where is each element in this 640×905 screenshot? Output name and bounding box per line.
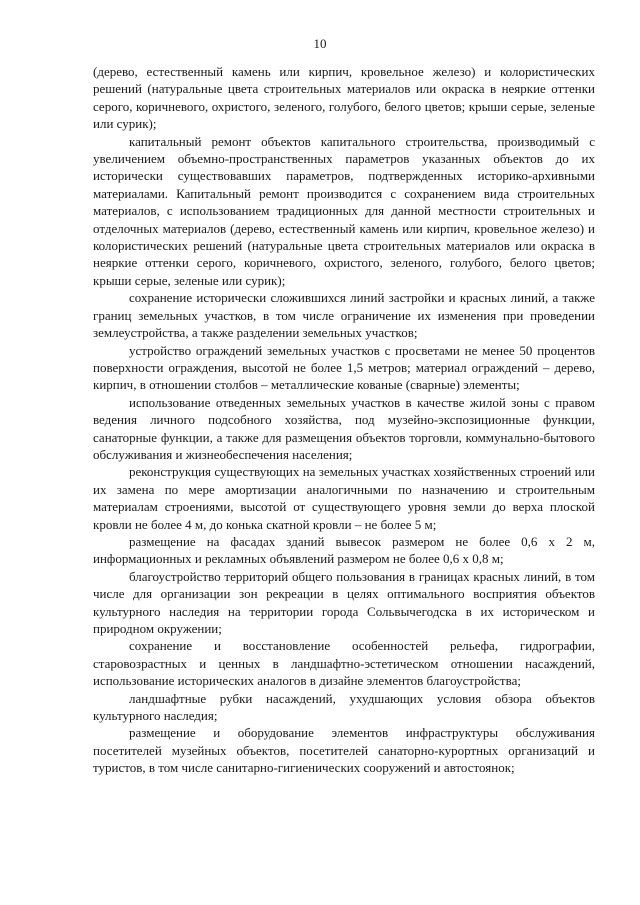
- paragraph-signage: размещение на фасадах зданий вывесок размером не более 0,6 х 2 м, информационных и рекламных объявлений размером не более 0,6 х 0,8 м;: [93, 533, 595, 567]
- paragraph-continuation: (дерево, естественный камень или кирпич, кровельное железо) и колористических решений (натуральные цвета строительных материалов или окраска в неяркие оттенки серого, коричневого, охристого, зеленого, голубого, белого цветов; крыши серые, зеленые или сурик);: [93, 64, 595, 132]
- paragraph-relief-preservation: сохранение и восстановление особенностей рельефа, гидрографии, старовозрастных и ценных в ландшафтно-эстетическом отношении насаждений, использование исторических аналогов в дизайне элементов благоустройства;: [93, 638, 595, 689]
- page-number: 10: [313, 36, 327, 51]
- paragraph-landscape-felling: ландшафтные рубки насаждений, ухудшающих условия обзора объектов культурного наследия;: [93, 690, 595, 724]
- paragraph-infrastructure: размещение и оборудование элементов инфраструктуры обслуживания посетителей музейных объектов, посетителей санаторно-курортных организаций и туристов, в том числе санитарно-гигиенических сооружений и автостоянок;: [93, 725, 595, 776]
- paragraph-capital-repair: капитальный ремонт объектов капитального строительства, производимый с увеличением объемно-пространственных параметров указанных объектов до их исторически существовавших параметров, подтвержденных историко-архивными материалами. Капитальный ремонт производится с сохранением вида строительных материалов, с использованием традиционных для данной местности строительных и отделочных материалов (дерево, естественный камень или кирпич, кровельное железо) и колористических решений (натуральные цвета строительных материалов или окраска в неяркие оттенки серого, коричневого, охристого, зеленого, голубого, белого цветов; крыши серые, зеленые или сурик);: [93, 133, 595, 288]
- paragraph-public-areas: благоустройство территорий общего пользования в границах красных линий, в том числе для организации зон рекреации в целях оптимального восприятия объектов культурного наследия на территории города Сольвычегодска в их историческом и природном окружении;: [93, 568, 595, 636]
- paragraph-reconstruction: реконструкция существующих на земельных участках хозяйственных строений или их замена по мере амортизации аналогичными по назначению и строительным материалам строениями, высотой от существующего уровня земли до верха плоской кровли не более 4 м, до конька скатной кровли – не более 5 м;: [93, 464, 595, 532]
- document-body: [93, 63, 595, 777]
- paragraph-building-lines: сохранение исторически сложившихся линий застройки и красных линий, а также границ земельных участков, в том числе ограничение их изменения при проведении землеустройства, а также разделении земельных участков;: [93, 290, 595, 341]
- paragraph-land-use: использование отведенных земельных участков в качестве жилой зоны с правом ведения личного подсобного хозяйства, под музейно-экспозиционные функции, санаторные функции, а также для размещения объектов торговли, коммунально-бытового обслуживания и жизнеобеспечения населения;: [93, 394, 595, 462]
- paragraph-fences: устройство ограждений земельных участков с просветами не менее 50 процентов поверхности ограждения, высотой не более 1,5 метров; материал ограждений – дерево, кирпич, в отношении столбов – металлические кованые (сварные) элементы;: [93, 342, 595, 393]
